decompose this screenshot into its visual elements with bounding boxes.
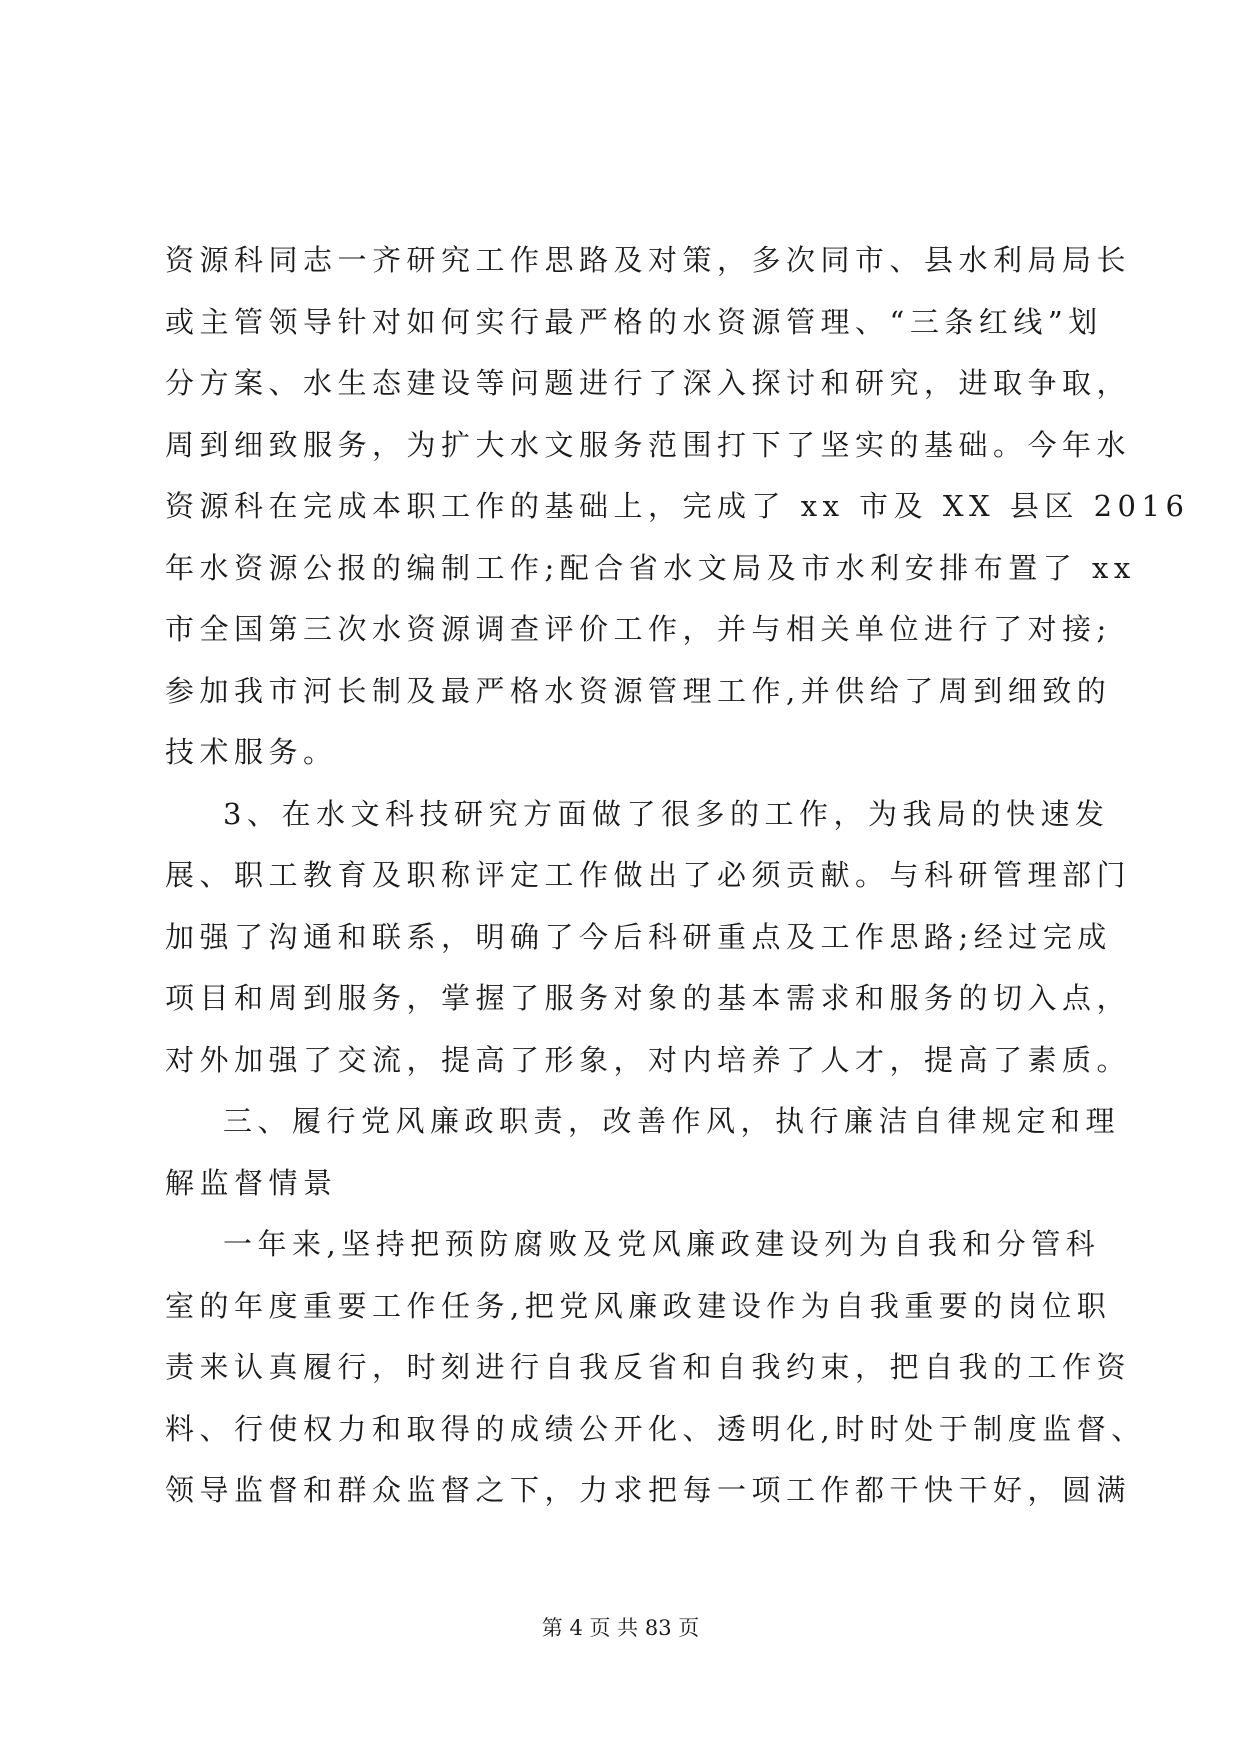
text-line: 展、职工教育及职称评定工作做出了必须贡献。与科研管理部门 [165,858,1132,892]
text-line: 资源科在完成本职工作的基础上，完成了 xx 市及 XX 县区 2016 [165,489,1190,523]
page-number-footer: 第 4 页 共 83 页 [541,1616,700,1640]
text-line: 分方案、水生态建设等问题进行了深入探讨和研究，进取争取， [165,366,1132,400]
text-line: 领导监督和群众监督之下，力求把每一项工作都干快干好，圆满 [165,1473,1132,1507]
text-line: 技术服务。 [165,735,338,769]
text-line: 室的年度重要工作任务,把党风廉政建设作为自我重要的岗位职 [165,1288,1112,1323]
text-line: 周到细致服务，为扩大水文服务范围打下了坚实的基础。今年水 [165,427,1132,462]
text-line: 或主管领导针对如何实行最严格的水资源管理、“三条红线”划 [165,304,1103,339]
section-heading-line: 三、履行党风廉政职责，改善作风，执行廉洁自律规定和理 [223,1104,1121,1138]
text-line: 年水资源公报的编制工作;配合省水文局及市水利安排布置了 xx [165,550,1136,585]
document-body [165,230,1190,1522]
section-heading-line: 解监督情景 [165,1165,338,1200]
text-line: 参加我市河长制及最严格水资源管理工作,并供给了周到细致的 [165,673,1112,708]
text-line: 加强了沟通和联系，明确了今后科研重点及工作思路;经过完成 [165,919,1112,954]
paragraph-start-line: 一年来,坚持把预防腐败及党风廉政建设列为自我和分管科 [223,1227,1101,1261]
text-line: 资源科同志一齐研究工作思路及对策，多次同市、县水利局局长 [165,243,1132,277]
paragraph-start-line: 3、在水文科技研究方面做了很多的工作，为我局的快速发 [223,796,1110,831]
text-line: 责来认真履行，时刻进行自我反省和自我约束，把自我的工作资 [165,1350,1132,1384]
text-line: 项目和周到服务，掌握了服务对象的基本需求和服务的切入点， [165,981,1132,1015]
text-line: 市全国第三次水资源调查评价工作，并与相关单位进行了对接; [165,612,1112,646]
text-line: 料、行使权力和取得的成绩公开化、透明化,时时处于制度监督、 [165,1411,1146,1446]
text-line: 对外加强了交流，提高了形象，对内培养了人才，提高了素质。 [165,1042,1132,1077]
